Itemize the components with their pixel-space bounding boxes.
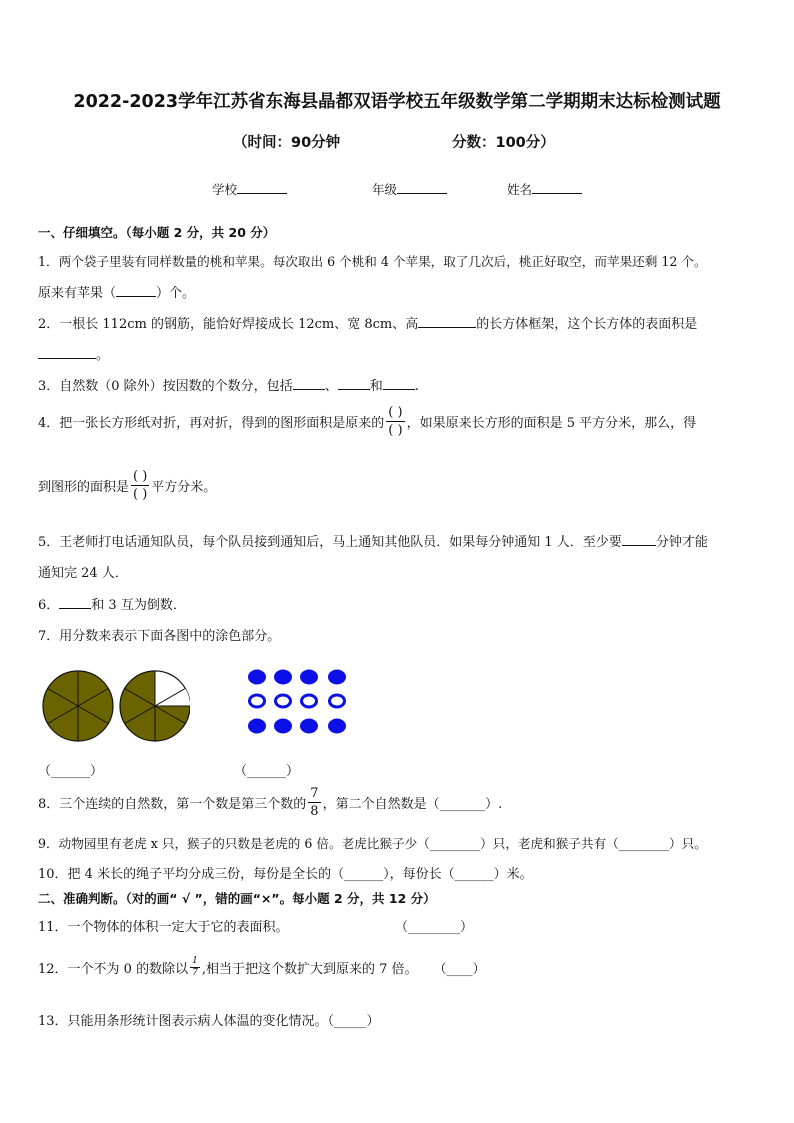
question-12 bbox=[38, 957, 486, 978]
question-10: 10．把 4 米长的绳子平均分成三份，每份是全长的（______），每份长（______）米。 bbox=[38, 867, 533, 882]
question-8-text-b: ，第二个自然数是（_______）. bbox=[322, 797, 503, 812]
fraction-denominator: 7 bbox=[192, 968, 198, 978]
question-2-text-a: 2．一根长 112cm 的钢筋，能恰好焊接成长 12cm、宽 8cm、高 bbox=[38, 317, 419, 332]
dots-row-filled-bottom bbox=[248, 719, 346, 734]
question-4-text-c: 到图形的面积是 bbox=[38, 480, 130, 495]
grade-label: 年级 bbox=[372, 182, 398, 197]
question-4-fraction-blank-2[interactable] bbox=[131, 469, 149, 502]
section-1-heading: 一、仔细填空。（每小题 2 分，共 20 分） bbox=[38, 225, 276, 240]
question-9: 9．动物园里有老虎 x 只，猴子的只数是老虎的 6 倍。老虎比猴子少（________）只，老虎和猴子共有（________）只。 bbox=[38, 836, 707, 851]
circle-fully-shaded bbox=[43, 671, 113, 741]
question-1-blank[interactable] bbox=[116, 283, 156, 297]
question-1-text-a: 原来有苹果（ bbox=[38, 286, 117, 301]
question-1-text-b: ）个。 bbox=[156, 286, 196, 301]
fraction-numerator-blank[interactable]: ( ) bbox=[133, 469, 148, 484]
question-4-line2 bbox=[38, 469, 216, 502]
dots-row-hollow bbox=[250, 695, 345, 707]
question-13: 13．只能用条形统计图表示病人体温的变化情况。（_____） bbox=[38, 1014, 380, 1029]
question-12-fraction bbox=[190, 957, 200, 978]
question-8 bbox=[38, 786, 502, 819]
school-label: 学校 bbox=[212, 182, 238, 197]
question-3-text-c: 和 bbox=[369, 379, 383, 394]
fraction-denominator-blank[interactable]: ( ) bbox=[388, 423, 403, 438]
question-6-blank[interactable] bbox=[59, 595, 91, 609]
exam-time: （时间：90分钟 bbox=[233, 135, 341, 151]
question-3-text-d: . bbox=[414, 379, 419, 394]
question-2-line2 bbox=[38, 344, 109, 363]
fraction-denominator-blank[interactable]: ( ) bbox=[133, 487, 148, 502]
question-5-blank[interactable] bbox=[622, 532, 656, 546]
question-3-text-a: 3．自然数（0 除外）按因数的个数分，包括 bbox=[38, 379, 293, 394]
name-field[interactable] bbox=[507, 180, 582, 198]
question-4-text-a: 4．把一张长方形纸对折，再对折，得到的图形面积是原来的 bbox=[38, 416, 385, 431]
question-12-text-b: ,相当于把这个数扩大到原来的 7 倍。 bbox=[201, 962, 418, 977]
question-7-circles-figure bbox=[40, 668, 190, 746]
question-7-dots-figure bbox=[244, 666, 354, 738]
exam-score: 分数：100分） bbox=[452, 135, 555, 151]
question-5-text-a: 5．王老师打电话通知队员，每个队员接到通知后，马上通知其他队员．如果每分钟通知 1 人．至少要 bbox=[38, 535, 622, 550]
fraction-numerator: 1 bbox=[192, 956, 198, 966]
fraction-numerator-blank[interactable]: ( ) bbox=[388, 405, 403, 420]
question-6-text-b: 和 3 互为倒数． bbox=[91, 598, 186, 613]
fraction-denominator: 8 bbox=[310, 804, 319, 819]
question-3-blank-1[interactable] bbox=[293, 376, 325, 390]
question-4-text-d: 平方分米。 bbox=[151, 480, 217, 495]
question-3-text-b: 、 bbox=[324, 379, 338, 394]
grade-field[interactable] bbox=[372, 180, 447, 198]
grade-blank[interactable] bbox=[397, 180, 447, 194]
school-blank[interactable] bbox=[237, 180, 287, 194]
circle-partially-shaded bbox=[120, 671, 190, 741]
question-5-line1 bbox=[38, 531, 708, 550]
question-5-line2: 通知完 24 人． bbox=[38, 566, 128, 581]
name-blank[interactable] bbox=[532, 180, 582, 194]
question-2-line1 bbox=[38, 313, 697, 332]
question-8-fraction bbox=[308, 786, 320, 819]
school-field[interactable] bbox=[212, 180, 287, 198]
question-7-answer-1[interactable]: （______） bbox=[38, 764, 104, 779]
question-6 bbox=[38, 594, 186, 613]
question-7-answer-2[interactable]: （______） bbox=[234, 764, 300, 779]
question-4-text-b: ，如果原来长方形的面积是 5 平方分米，那么，得 bbox=[406, 416, 697, 431]
question-5-text-b: 分钟才能 bbox=[655, 535, 708, 550]
name-label: 姓名 bbox=[507, 182, 533, 197]
dots-row-filled-top bbox=[248, 670, 346, 685]
fraction-bar bbox=[131, 485, 149, 486]
question-2-blank-area[interactable] bbox=[38, 345, 96, 359]
question-3-blank-2[interactable] bbox=[338, 376, 370, 390]
question-12-text-a: 12．一个不为 0 的数除以 bbox=[38, 962, 189, 977]
question-12-answer[interactable]: （____） bbox=[433, 962, 486, 977]
question-2-text-b: 的长方体框架，这个长方体的表面积是 bbox=[476, 317, 698, 332]
question-6-text-a: 6． bbox=[38, 598, 60, 613]
question-1-line1: 1．两个袋子里装有同样数量的桃和苹果。每次取出 6 个桃和 4 个苹果，取了几次后，桃正好取空，而苹果还剩 12 个。 bbox=[38, 254, 707, 269]
fraction-numerator: 7 bbox=[310, 786, 319, 801]
question-2-text-c: 。 bbox=[96, 348, 110, 363]
section-2-heading: 二、准确判断。（对的画“ √ ”，错的画“×”。每小题 2 分，共 12 分） bbox=[38, 891, 436, 906]
question-3-blank-3[interactable] bbox=[383, 376, 415, 390]
question-4-line1 bbox=[38, 405, 696, 438]
question-3 bbox=[38, 375, 419, 394]
page-title: 2022-2023学年江苏省东海县晶都双语学校五年级数学第二学期期末达标检测试题 bbox=[73, 92, 721, 112]
fraction-bar bbox=[308, 802, 320, 803]
question-7-text: 7．用分数来表示下面各图中的涂色部分。 bbox=[38, 629, 281, 644]
fraction-bar bbox=[386, 421, 404, 422]
question-1-line2 bbox=[38, 282, 195, 301]
question-4-fraction-blank-1[interactable] bbox=[386, 405, 404, 438]
question-2-blank-height[interactable] bbox=[418, 314, 476, 328]
question-11-answer[interactable]: （________） bbox=[395, 920, 474, 935]
question-11: 11．一个物体的体积一定大于它的表面积。 bbox=[38, 920, 289, 935]
question-8-text-a: 8．三个连续的自然数，第一个数是第三个数的 bbox=[38, 797, 307, 812]
